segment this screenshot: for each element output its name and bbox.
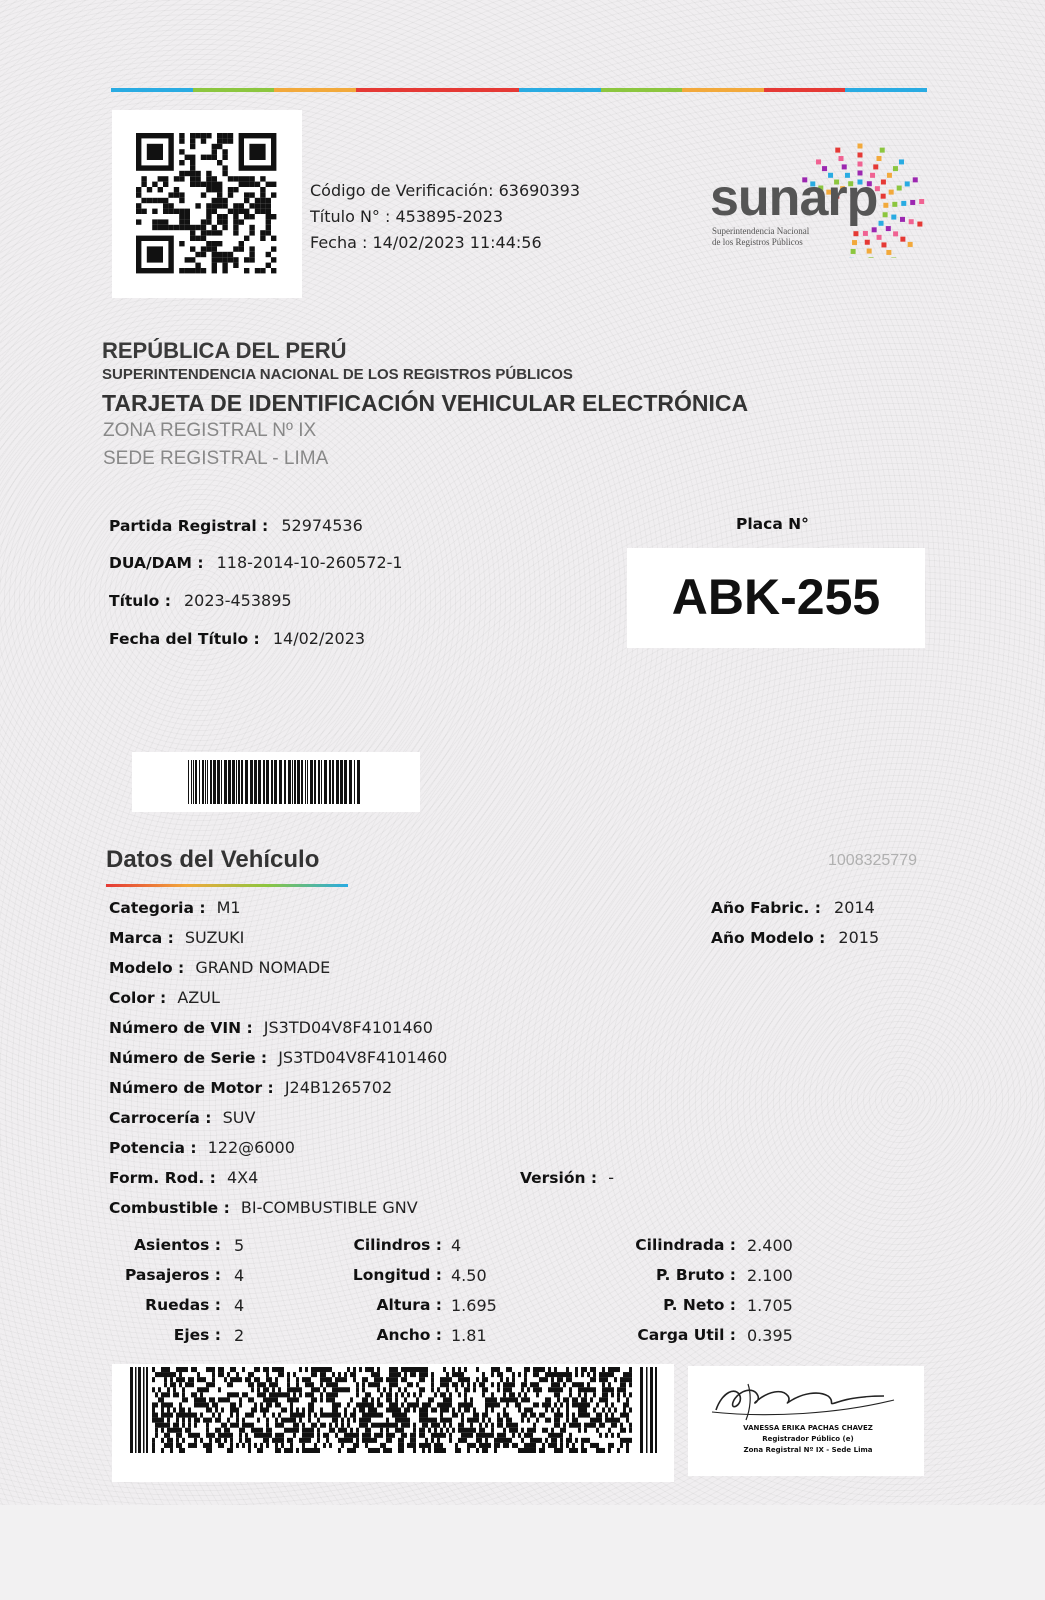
color-row: [109, 988, 220, 1007]
verification-code: Código de Verificación: 63690393: [310, 181, 581, 200]
categoria-row: [109, 898, 241, 917]
cilindros-value: 4: [451, 1236, 462, 1255]
combustible-value: BI-COMBUSTIBLE GNV: [240, 1198, 418, 1217]
pneto-value: 1.705: [747, 1296, 793, 1315]
logo-dot: [893, 166, 898, 171]
categoria-label: Categoria :: [109, 899, 206, 917]
header-superintendencia: SUPERINTENDENCIA NACIONAL DE LOS REGISTROS PÚBLICOS: [102, 366, 573, 383]
signer-zone: Zona Registral Nº IX - Sede Lima: [743, 1446, 873, 1454]
logo-dot: [863, 231, 868, 236]
logo-dot: [858, 144, 863, 149]
ruedas-value: 4: [234, 1296, 245, 1315]
verification-block: [310, 178, 580, 256]
marca-label: Marca :: [109, 929, 174, 947]
motor-row: [109, 1078, 392, 1097]
version-row: [520, 1168, 614, 1187]
serie-row: [109, 1048, 447, 1067]
cilindrada-label: Cilindrada :: [635, 1236, 736, 1254]
dua-label: DUA/DAM :: [109, 554, 204, 572]
logo-dot: [865, 240, 870, 245]
color-stripe: [111, 88, 927, 92]
carroceria-label: Carrocería :: [109, 1109, 212, 1127]
cilindrada-value: 2.400: [747, 1236, 793, 1255]
carga-label: Carga Util :: [637, 1326, 736, 1344]
logo-dot: [899, 159, 904, 164]
ejes-value: 2: [234, 1326, 245, 1345]
datos-underline: [106, 884, 348, 887]
asientos-value: 5: [234, 1236, 245, 1255]
logo-dot: [889, 190, 894, 195]
combustible-label: Combustible :: [109, 1199, 230, 1217]
altura-label: Altura :: [376, 1296, 442, 1314]
titulo-row: [109, 591, 292, 610]
dua-row: [109, 553, 403, 572]
logo-dot: [910, 200, 915, 205]
logo-dot: [886, 226, 891, 231]
color-value: AZUL: [177, 988, 220, 1007]
anofab-value: 2014: [834, 898, 875, 917]
formrod-value: 4X4: [226, 1168, 259, 1187]
anomod-row: [711, 928, 879, 947]
signature-box: [688, 1366, 924, 1476]
anomod-value: 2015: [838, 928, 880, 947]
categoria-value: M1: [216, 898, 241, 917]
logo-dot: [835, 148, 840, 153]
logo-dot: [909, 219, 914, 224]
logo-dot: [853, 231, 858, 236]
logo-dot: [891, 215, 896, 220]
placa-value: ABK-255: [671, 569, 881, 625]
formrod-label: Form. Rod. :: [109, 1169, 216, 1187]
ancho-label: Ancho :: [376, 1326, 442, 1344]
marca-value: SUZUKI: [184, 928, 245, 947]
pasajeros-label: Pasajeros :: [124, 1266, 221, 1284]
version-label: Versión :: [520, 1169, 598, 1187]
logo-dot: [883, 212, 888, 217]
logo-dot: [893, 231, 898, 236]
serie-label: Número de Serie :: [109, 1049, 268, 1067]
header-sede: SEDE REGISTRAL - LIMA: [103, 448, 329, 469]
logo-dot: [883, 203, 888, 208]
logo-dot: [858, 153, 863, 158]
logo-dot: [887, 173, 892, 178]
logo-dot: [900, 237, 905, 242]
partida-row: [109, 516, 363, 535]
formrod-row: [109, 1168, 258, 1187]
combustible-row: [109, 1198, 418, 1217]
logo-dot: [913, 177, 918, 182]
pbruto-value: 2.100: [747, 1266, 793, 1285]
partida-value: 52974536: [281, 516, 363, 535]
version-value: -: [608, 1168, 614, 1187]
motor-value: J24B1265702: [284, 1078, 393, 1097]
logo-dot: [869, 257, 874, 258]
logo-dot: [852, 240, 857, 245]
sunarp-logo: [700, 128, 940, 258]
logo-dot: [905, 181, 910, 186]
logo-dot: [919, 199, 924, 204]
ruedas-label: Ruedas :: [145, 1296, 221, 1314]
logo-dot: [891, 257, 896, 258]
longitud-label: Longitud :: [352, 1266, 442, 1284]
logo-dot: [879, 221, 884, 226]
potencia-value: 122@6000: [207, 1138, 295, 1157]
logo-dot: [872, 227, 877, 232]
modelo-value: GRAND NOMADE: [195, 958, 331, 977]
modelo-label: Modelo :: [109, 959, 185, 977]
logo-dot: [886, 250, 891, 255]
header-tarjeta: TARJETA DE IDENTIFICACIÓN VEHICULAR ELECTRÓNICA: [102, 390, 749, 416]
marca-row: [109, 928, 244, 947]
pneto-label: P. Neto :: [663, 1296, 736, 1314]
anomod-label: Año Modelo :: [711, 929, 826, 947]
logo-subtitle-line1: Superintendencia Nacional: [712, 226, 810, 236]
titulo-label: Título :: [109, 592, 171, 610]
carga-value: 0.395: [747, 1326, 793, 1345]
color-label: Color :: [109, 989, 167, 1007]
pbruto-label: P. Bruto :: [656, 1266, 736, 1284]
datos-title: Datos del Vehículo: [106, 846, 320, 873]
fecha-titulo-row: [109, 629, 365, 648]
barcode-small: [132, 752, 420, 812]
pdf417-barcode: [112, 1364, 674, 1482]
dua-value: 118-2014-10-260572-1: [216, 553, 403, 572]
logo-dot: [880, 148, 885, 153]
logo-dot: [900, 217, 905, 222]
vin-label: Número de VIN :: [109, 1019, 253, 1037]
document-number: 1008325779: [828, 852, 917, 869]
verification-title: Título N° : 453895-2023: [310, 207, 504, 226]
fecha-titulo-label: Fecha del Título :: [109, 630, 260, 648]
vin-row: [109, 1018, 433, 1037]
logo-dot: [897, 186, 902, 191]
titulo-value: 2023-453895: [183, 591, 292, 610]
signer-role: Registrador Público (e): [762, 1435, 854, 1443]
carroceria-row: [109, 1108, 255, 1127]
logo-subtitle-line2: de los Registros Públicos: [712, 237, 803, 247]
potencia-row: [109, 1138, 295, 1157]
pasajeros-value: 4: [234, 1266, 245, 1285]
cilindros-label: Cilindros :: [353, 1236, 442, 1254]
logo-dot: [892, 202, 897, 207]
signer-name: VANESSA ERIKA PACHAS CHAVEZ: [743, 1424, 873, 1432]
logo-dot: [901, 201, 906, 206]
logo-dot: [917, 222, 922, 227]
ancho-value: 1.81: [451, 1326, 487, 1345]
modelo-row: [109, 958, 330, 977]
logo-dot: [881, 179, 886, 184]
serie-value: JS3TD04V8F4101460: [278, 1048, 448, 1067]
motor-label: Número de Motor :: [109, 1079, 274, 1097]
logo-dot: [881, 242, 886, 247]
ejes-label: Ejes :: [173, 1326, 221, 1344]
placa-box: [627, 548, 925, 648]
carroceria-value: SUV: [222, 1108, 256, 1127]
longitud-value: 4.50: [451, 1266, 487, 1285]
header-zona: ZONA REGISTRAL Nº IX: [103, 420, 317, 441]
header-republica: REPÚBLICA DEL PERÚ: [102, 338, 347, 363]
qr-code: [112, 110, 302, 298]
logo-dot: [858, 162, 863, 167]
partida-label: Partida Registral :: [109, 517, 269, 535]
logo-dot: [877, 235, 882, 240]
placa-label: Placa N°: [736, 515, 809, 533]
anofab-row: [711, 898, 875, 917]
vin-value: JS3TD04V8F4101460: [263, 1018, 433, 1037]
asientos-label: Asientos :: [134, 1236, 221, 1254]
logo-dot: [839, 156, 844, 161]
altura-value: 1.695: [451, 1296, 497, 1315]
anofab-label: Año Fabric. :: [711, 899, 821, 917]
logo-dot: [851, 249, 856, 254]
verification-date: Fecha : 14/02/2023 11:44:56: [310, 233, 542, 252]
logo-dot: [908, 242, 913, 247]
logo-subtitle: [712, 226, 809, 248]
logo-dot: [816, 159, 821, 164]
potencia-label: Potencia :: [109, 1139, 197, 1157]
fecha-titulo-value: 14/02/2023: [272, 629, 366, 648]
logo-dot: [876, 156, 881, 161]
logo-dot: [881, 194, 886, 199]
logo-word: sunarp: [710, 169, 878, 227]
logo-dot: [867, 249, 872, 254]
